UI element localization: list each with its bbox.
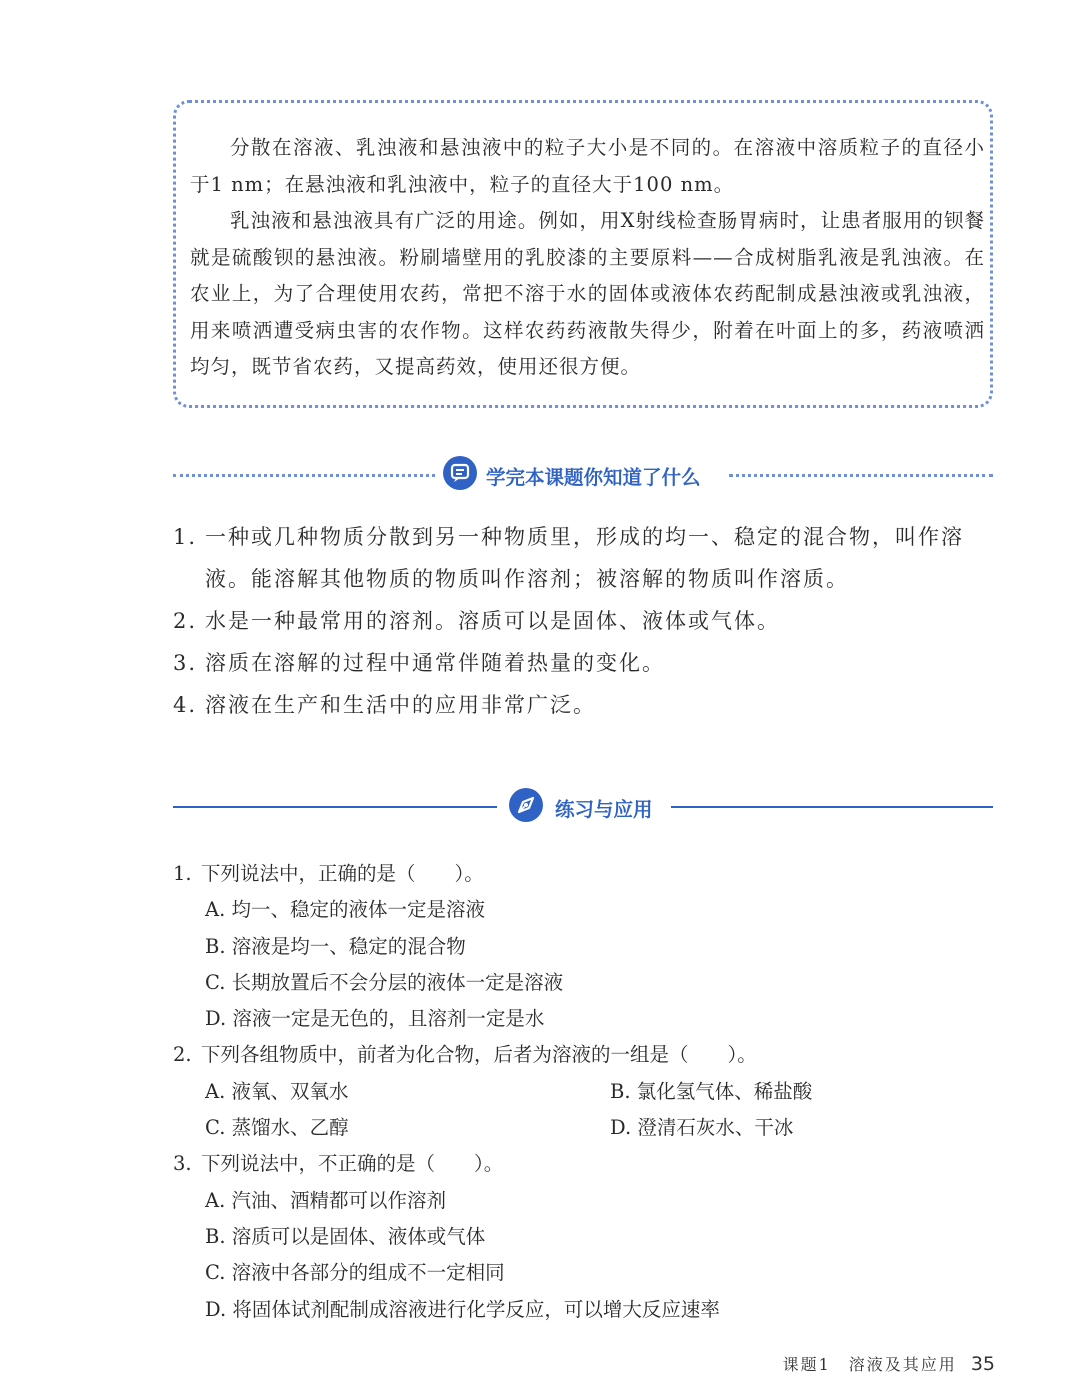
summary-item-text: 一种或几种物质分散到另一种物质里，形成的均一、稳定的混合物，叫作溶液。能溶解其他物质的物质叫作溶剂；被溶解的物质叫作溶质。 [205,525,964,591]
exercise-section-title: 练习与应用 [555,798,653,821]
exercise-list [173,856,1003,1328]
answer-option: C. 蒸馏水、乙醇 [205,1116,349,1140]
summary-item-number: 3. [173,651,198,675]
answer-option: D. 溶液一定是无色的，且溶剂一定是水 [205,1007,545,1031]
summary-item-number: 4. [173,693,198,717]
question-number: 1. [173,862,192,885]
reading-box [173,100,993,408]
question-number: 3. [173,1152,192,1176]
summary-list [173,516,1003,726]
summary-item-text: 溶液在生产和生活中的应用非常广泛。 [205,693,596,717]
summary-section-header [173,456,993,496]
page-number: 35 [970,1353,995,1375]
question-1 [173,856,1003,892]
answer-option: A. 均一、稳定的液体一定是溶液 [205,898,485,922]
question-stem: 下列说法中，正确的是（ ）。 [201,862,484,885]
answer-option-row [173,1110,1003,1146]
question-2 [173,1037,1003,1073]
reading-paragraph-2: 乳浊液和悬浊液具有广泛的用途。例如，用X射线检查肠胃病时，让患者服用的钡餐就是硫酸钡的悬浊液。粉刷墙壁用的乳胶漆的主要原料——合成树脂乳液是乳浊液。在农业上，为了合理使用农药，常把不溶于水的固体或液体农药配制成悬浊液或乳浊液，用来喷洒遭受病虫害的农作物。这样农药药液散失得少，附着在叶面上的多，药液喷洒均匀，既节省农药，又提高药效，使用还很方便。 [190,209,985,378]
answer-option: B. 溶质可以是固体、液体或气体 [205,1224,486,1248]
answer-option: A. 液氧、双氧水 [205,1079,349,1103]
divider-line-right [671,806,993,808]
answer-option: C. 长期放置后不会分层的液体一定是溶液 [205,970,564,994]
answer-option: A. 汽油、酒精都可以作溶剂 [205,1188,446,1212]
question-3 [173,1146,1003,1182]
summary-section-title: 学完本课题你知道了什么 [486,466,701,489]
answer-option: D. 将固体试剂配制成溶液进行化学反应，可以增大反应速率 [205,1297,720,1321]
summary-item-text: 水是一种最常用的溶剂。溶质可以是固体、液体或气体。 [205,609,780,633]
summary-item [173,600,1003,642]
reading-paragraph-1: 分散在溶液、乳浊液和悬浊液中的粒子大小是不同的。在溶液中溶质粒子的直径小于1 nm；在悬浊液和乳浊液中，粒子的直径大于100 nm。 [190,136,985,196]
question-stem: 下列各组物质中，前者为化合物，后者为溶液的一组是（ ）。 [201,1043,757,1067]
summary-item [173,642,1003,684]
answer-option: B. 氯化氢气体、稀盐酸 [610,1079,813,1103]
chapter-label: 课题1 溶液及其应用 [782,1355,957,1374]
divider-line-left [173,806,497,808]
answer-option: C. 溶液中各部分的组成不一定相同 [205,1261,505,1285]
summary-item [173,516,1003,600]
exercise-section-header [173,788,993,828]
summary-item-text: 溶质在溶解的过程中通常伴随着热量的变化。 [205,651,665,675]
divider-dotted-left [173,474,435,477]
summary-item-number: 1. [173,525,198,549]
summary-item [173,684,1003,726]
answer-option-row [173,1074,1003,1110]
question-stem: 下列说法中，不正确的是（ ）。 [201,1152,504,1176]
question-number: 2. [173,1043,192,1067]
answer-option: B. 溶液是均一、稳定的混合物 [205,934,466,958]
summary-item-number: 2. [173,609,198,633]
chat-bubble-icon [443,456,477,490]
pen-nib-icon [509,788,543,822]
answer-option: D. 澄清石灰水、干冰 [610,1116,794,1140]
page-footer [783,1352,995,1375]
divider-dotted-right [729,474,993,477]
